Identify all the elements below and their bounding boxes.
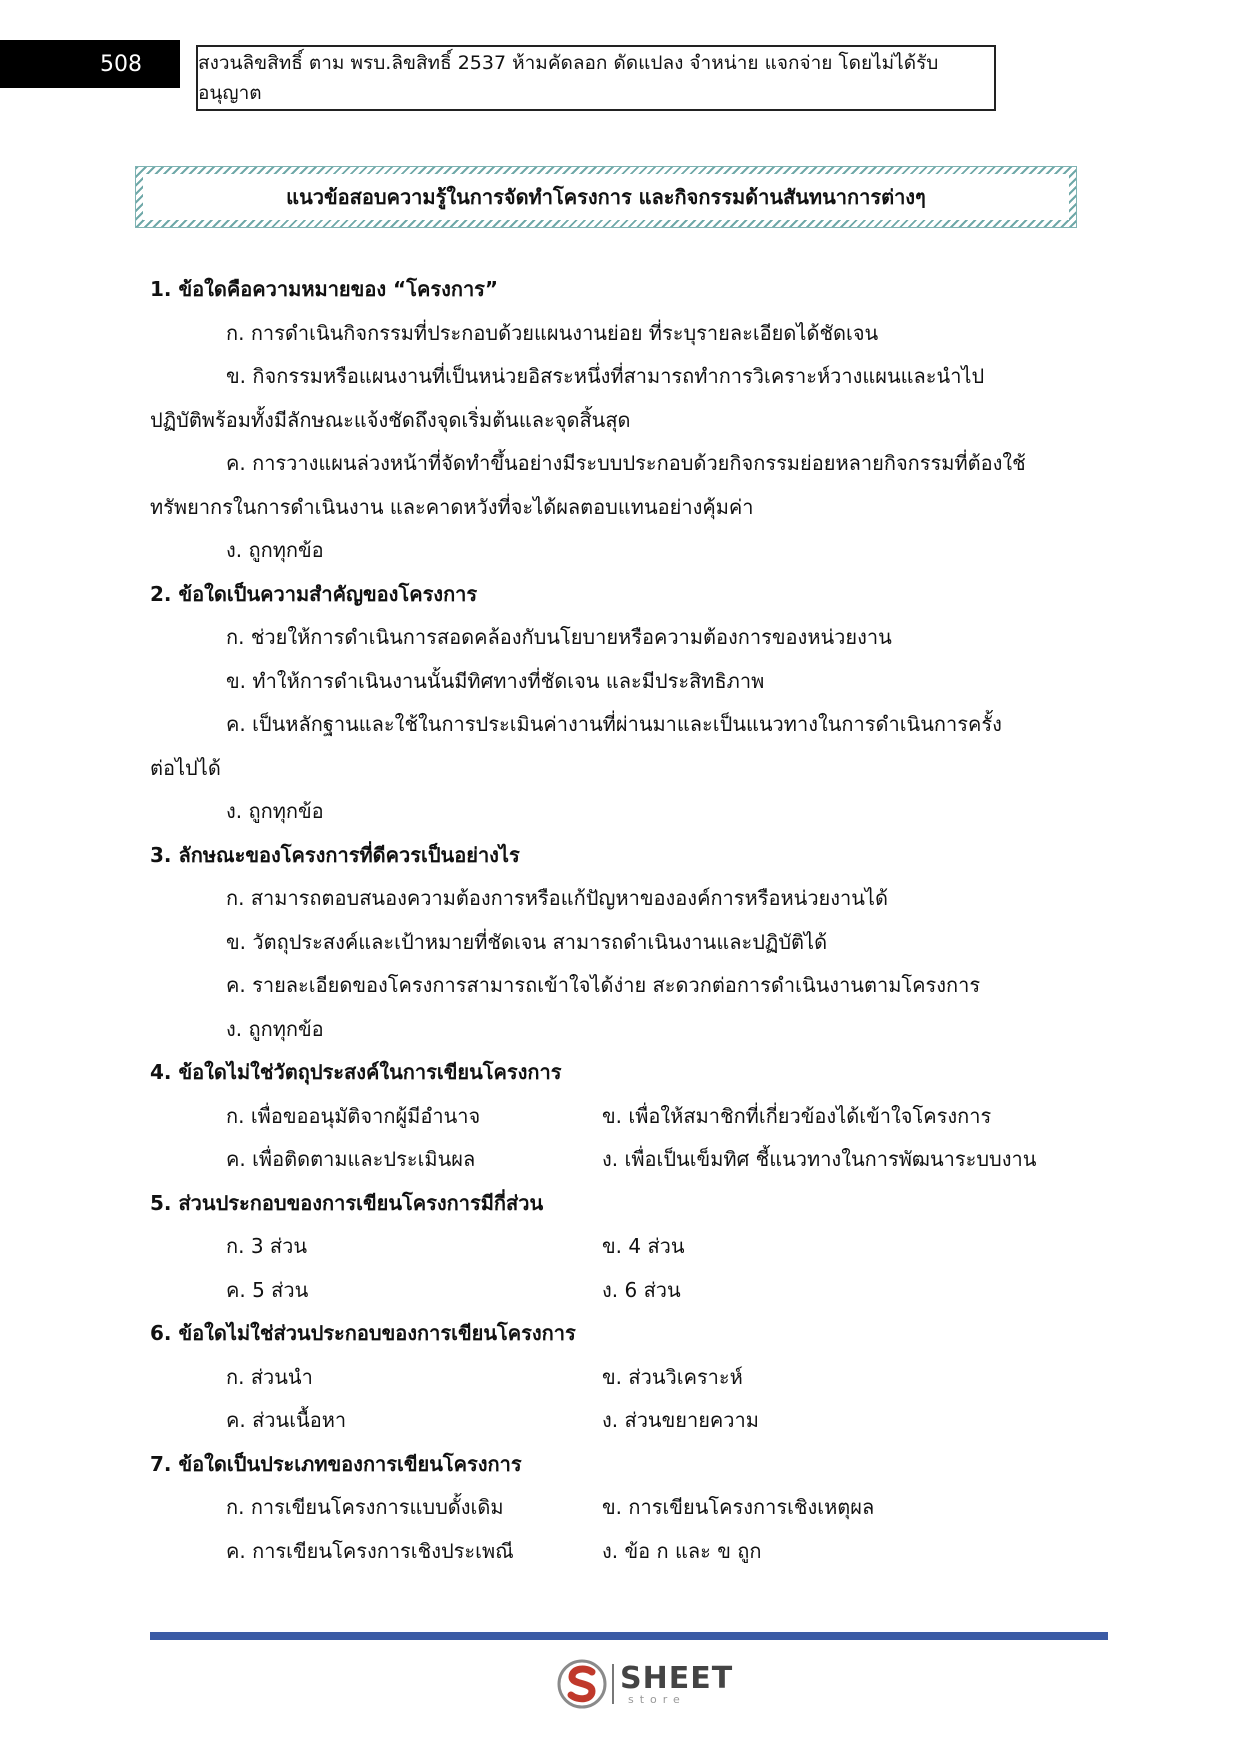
choice-c: ค. เป็นหลักฐานและใช้ในการประเมินค่างานที่ผ่านมาและเป็นแนวทางในการดำเนินการครั้ง xyxy=(226,712,1002,736)
choice-d: ง. 6 ส่วน xyxy=(602,1277,681,1302)
question-title: 4. ข้อใดไม่ใช่วัตถุประสงค์ในการเขียนโครงการ xyxy=(150,1060,562,1084)
choice-d: ง. เพื่อเป็นเข็มทิศ ชี้แนวทางในการพัฒนาระบบงาน xyxy=(602,1147,1037,1171)
choice-a: ก. 3 ส่วน xyxy=(226,1234,308,1258)
choice-c: ค. 5 ส่วน xyxy=(226,1277,309,1302)
question-title: 2. ข้อใดเป็นความสำคัญของโครงการ xyxy=(150,581,478,606)
choice-b: ข. การเขียนโครงการเชิงเหตุผล xyxy=(602,1495,875,1519)
choice-c-continued: ต่อไปได้ xyxy=(150,755,221,780)
choice-a: ก. ส่วนนำ xyxy=(226,1364,313,1389)
choice-b: ข. 4 ส่วน xyxy=(602,1234,685,1258)
logo-separator xyxy=(612,1664,614,1704)
footer-divider xyxy=(150,1632,1108,1640)
sheet-logo-icon xyxy=(556,1658,608,1710)
choice-c: ค. การวางแผนล่วงหน้าที่จัดทำขึ้นอย่างมีระบบประกอบด้วยกิจกรรมย่อยหลายกิจกรรมที่ต้องใช้ xyxy=(226,451,1026,475)
choice-a: ก. การดำเนินกิจกรรมที่ประกอบด้วยแผนงานย่อย ที่ระบุรายละเอียดได้ชัดเจน xyxy=(226,320,879,345)
choice-c-continued: ทรัพยากรในการดำเนินงาน และคาดหวังที่จะได้ผลตอบแทนอย่างคุ้มค่า xyxy=(150,494,754,519)
question-title: 5. ส่วนประกอบของการเขียนโครงการมีกี่ส่วน xyxy=(150,1190,544,1215)
choice-row xyxy=(150,1269,1070,1313)
choice-row xyxy=(150,1486,1070,1530)
copyright-notice: สงวนลิขสิทธิ์ ตาม พรบ.ลิขสิทธิ์ 2537 ห้ามคัดลอก ดัดแปลง จำหน่าย แจกจ่าย โดยไม่ได้รับอนุญาต xyxy=(196,45,996,111)
choice-b: ข. ทำให้การดำเนินงานนั้นมีทิศทางที่ชัดเจน และมีประสิทธิภาพ xyxy=(226,668,765,693)
sheet-store-logo xyxy=(556,1658,733,1710)
choice-c: ค. เพื่อติดตามและประเมินผล xyxy=(226,1147,476,1171)
choice-d: ง. ส่วนขยายความ xyxy=(602,1408,759,1432)
choice-c: ค. รายละเอียดของโครงการสามารถเข้าใจได้ง่าย สะดวกต่อการดำเนินงานตามโครงการ xyxy=(226,973,981,997)
choice-row xyxy=(150,1356,1070,1400)
choice-d: ง. ข้อ ก และ ข ถูก xyxy=(602,1538,762,1563)
choice-a: ก. การเขียนโครงการแบบดั้งเดิม xyxy=(226,1495,504,1519)
choice-d: ง. ถูกทุกข้อ xyxy=(226,1016,324,1041)
question-title: 7. ข้อใดเป็นประเภทของการเขียนโครงการ xyxy=(150,1451,522,1476)
choice-row xyxy=(150,1095,1070,1139)
choice-row xyxy=(150,1530,1070,1574)
choice-d: ง. ถูกทุกข้อ xyxy=(226,799,324,823)
choice-row xyxy=(150,1225,1070,1269)
logo-words xyxy=(620,1660,734,1706)
section-banner xyxy=(135,166,1077,228)
choice-a: ก. เพื่อขออนุมัติจากผู้มีอำนาจ xyxy=(226,1103,481,1128)
choice-c: ค. การเขียนโครงการเชิงประเพณี xyxy=(226,1538,514,1563)
choice-d: ง. ถูกทุกข้อ xyxy=(226,538,324,562)
question-title: 3. ลักษณะของโครงการที่ดีควรเป็นอย่างไร xyxy=(150,842,520,867)
question-title: 1. ข้อใดคือความหมายของ “โครงการ” xyxy=(150,277,499,301)
logo-brand: SHEET xyxy=(620,1660,734,1696)
choice-b: ข. วัตถุประสงค์และเป้าหมายที่ชัดเจน สามารถดำเนินงานและปฏิบัติได้ xyxy=(226,929,828,954)
choice-b-continued: ปฏิบัติพร้อมทั้งมีลักษณะแจ้งชัดถึงจุดเริ่มต้นและจุดสิ้นสุด xyxy=(150,407,631,432)
choice-b: ข. เพื่อให้สมาชิกที่เกี่ยวข้องได้เข้าใจโครงการ xyxy=(602,1103,992,1128)
choice-a: ก. ช่วยให้การดำเนินการสอดคล้องกับนโยบายหรือความต้องการของหน่วยงาน xyxy=(226,625,892,649)
section-title: แนวข้อสอบความรู้ในการจัดทำโครงการ และกิจกรรมด้านสันทนาการต่างๆ xyxy=(143,174,1069,220)
choice-b: ข. ส่วนวิเคราะห์ xyxy=(602,1364,743,1389)
choice-row xyxy=(150,1399,1070,1443)
choice-c: ค. ส่วนเนื้อหา xyxy=(226,1408,347,1432)
choice-a: ก. สามารถตอบสนองความต้องการหรือแก้ปัญหาขององค์การหรือหน่วยงานได้ xyxy=(226,886,888,910)
question-title: 6. ข้อใดไม่ใช่ส่วนประกอบของการเขียนโครงการ xyxy=(150,1321,576,1345)
choice-row xyxy=(150,1138,1070,1182)
question-list xyxy=(150,268,1070,1573)
page-number: 508 xyxy=(0,40,180,88)
logo-subtext: store xyxy=(628,1692,686,1706)
choice-b: ข. กิจกรรมหรือแผนงานที่เป็นหน่วยอิสระหนึ่งที่สามารถทำการวิเคราะห์วางแผนและนำไป xyxy=(226,364,985,388)
